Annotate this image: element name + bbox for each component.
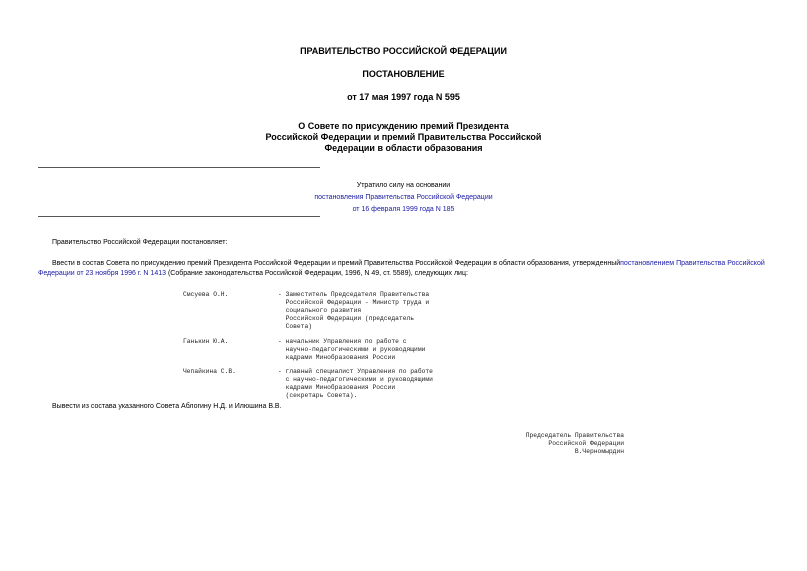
repeal-decree-link[interactable]: постановления Правительства Российской Федерации <box>314 194 493 201</box>
repeal-note-text: Утратило силу на основании <box>356 182 451 189</box>
repeal-decree-date-link[interactable]: от 16 февраля 1999 года N 185 <box>352 206 455 213</box>
divider-bottom <box>38 216 320 217</box>
title-line: Федерации в области образования <box>324 143 483 153</box>
paragraph-appoint <box>38 259 772 279</box>
document-title <box>0 121 807 154</box>
member-name: Ганькин Ю.А. <box>183 338 229 345</box>
government-heading: ПРАВИТЕЛЬСТВО РОССИЙСКОЙ ФЕДЕРАЦИИ <box>300 46 507 56</box>
paragraph-text: Ввести в состав Совета по присуждению премий Президента Российской Федерации и премий Правительства Российской Федерации в области образования, утвержденный <box>52 260 621 267</box>
member-role: - Заместитель Председателя Правительства Российской Федерации - Министр труда и социального развития Российской Федерации (председатель Совета) <box>278 291 430 330</box>
member-role: - начальник Управления по работе с научно-педагогическими и руководящими кадрами Минобразования России <box>278 338 426 361</box>
paragraph-text: (Собрание законодательства Российской Федерации, 1996, N 49, ст. 5589), следующих лиц: <box>167 270 468 277</box>
decree-1413-link[interactable]: постановлением Правительства <box>620 260 726 267</box>
document-type: ПОСТАНОВЛЕНИЕ <box>362 69 445 79</box>
paragraph-remove: Вывести из состава указанного Совета Аблогину Н.Д. и Илюшина В.В. <box>52 403 282 410</box>
title-line: Российской Федерации и премий Правительства Российской <box>265 132 542 142</box>
member-name: Смсуева О.Н. <box>183 291 229 298</box>
decree-1413-link-cont[interactable]: Российской Федерации от 23 ноября 1996 г. N 1413 <box>38 260 765 277</box>
divider-top <box>38 167 320 168</box>
member-role: - главный специалист Управления по работе с научно-педагогическими и руководящими кадрами Минобразования России (секретарь Совета). <box>278 368 433 399</box>
intro-paragraph: Правительство Российской Федерации постановляет: <box>52 239 228 246</box>
title-line: О Совете по присуждению премий Президента <box>298 121 509 131</box>
repeal-note <box>0 180 807 216</box>
signature-name: В.Черномырдин <box>574 448 624 455</box>
signature-block <box>500 432 624 456</box>
signature-title: Председатель Правительства <box>525 432 624 439</box>
signature-title: Российской Федерации <box>548 440 624 447</box>
document-date-number: от 17 мая 1997 года N 595 <box>347 92 460 102</box>
member-name: Чепайкина С.В. <box>183 368 236 375</box>
